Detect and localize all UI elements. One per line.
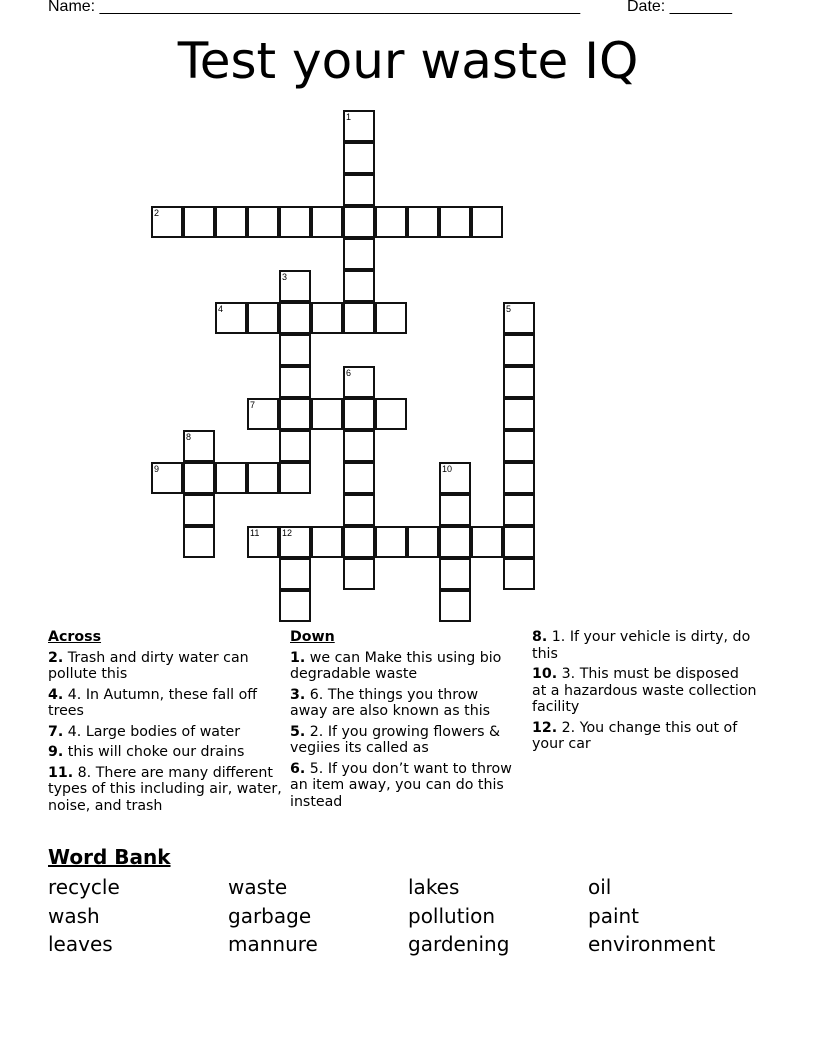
clue-number: 11 — [250, 528, 260, 538]
word-bank-item: garbage — [228, 903, 312, 928]
crossword-cell[interactable] — [311, 398, 343, 430]
clue-number: 4. — [48, 686, 64, 703]
crossword-cell[interactable] — [407, 206, 439, 238]
clue-number: 1. — [290, 649, 306, 666]
clue-number: 12. — [532, 719, 558, 736]
crossword-cell[interactable] — [503, 558, 535, 590]
crossword-cell[interactable] — [503, 526, 535, 558]
crossword-cell[interactable] — [183, 462, 215, 494]
down-clues — [290, 629, 515, 814]
word-bank-item: paint — [588, 903, 640, 928]
crossword-cell[interactable] — [503, 334, 535, 366]
clue-item — [532, 666, 757, 716]
crossword-cell[interactable] — [503, 494, 535, 526]
word-bank-item: lakes — [408, 875, 460, 899]
clue-number: 9. — [48, 744, 64, 760]
clue-number: 2 — [154, 208, 160, 218]
crossword-cell[interactable] — [311, 302, 343, 334]
crossword-cell[interactable] — [343, 526, 375, 558]
crossword-cell[interactable] — [375, 206, 407, 238]
crossword-cell[interactable] — [407, 526, 439, 558]
crossword-cell[interactable] — [343, 174, 375, 206]
clue-text: 2. If you growing flowers & vegiies its called as — [290, 723, 501, 756]
clue-number: 1 — [346, 112, 352, 122]
crossword-cell[interactable] — [343, 206, 375, 238]
crossword-cell[interactable] — [503, 302, 535, 334]
date-field-label: Date: _______ — [627, 0, 732, 15]
clue-item — [48, 744, 283, 761]
clue-text: we can Make this using bio degradable waste — [290, 649, 502, 682]
crossword-cell[interactable] — [279, 462, 311, 494]
crossword-cell[interactable] — [215, 462, 247, 494]
crossword-cell[interactable] — [439, 206, 471, 238]
clue-item — [48, 765, 283, 815]
word-bank-item: recycle — [48, 875, 120, 899]
crossword-cell[interactable] — [279, 526, 311, 558]
clue-item — [290, 724, 515, 757]
crossword-cell[interactable] — [183, 206, 215, 238]
crossword-cell[interactable] — [503, 462, 535, 494]
clue-number: 7 — [250, 400, 256, 410]
word-bank-item: environment — [588, 932, 716, 956]
crossword-cell[interactable] — [343, 494, 375, 526]
down-heading: Down — [290, 629, 335, 645]
crossword-cell[interactable] — [279, 366, 311, 398]
crossword-cell[interactable] — [343, 238, 375, 270]
across-clues — [48, 629, 283, 818]
crossword-cell[interactable] — [503, 430, 535, 462]
crossword-cell[interactable] — [375, 398, 407, 430]
crossword-cell[interactable] — [247, 462, 279, 494]
crossword-cell[interactable] — [215, 206, 247, 238]
crossword-cell[interactable] — [183, 494, 215, 526]
word-bank-item: leaves — [48, 932, 113, 956]
clue-item — [48, 687, 283, 720]
crossword-cell[interactable] — [343, 270, 375, 302]
clue-number: 10. — [532, 666, 558, 682]
clue-number: 8. — [532, 629, 548, 645]
crossword-cell[interactable] — [375, 526, 407, 558]
clue-number: 9 — [154, 464, 160, 474]
crossword-cell[interactable] — [343, 302, 375, 334]
crossword-cell[interactable] — [439, 558, 471, 590]
crossword-cell[interactable] — [343, 142, 375, 174]
crossword-cell[interactable] — [279, 590, 311, 622]
clue-text: 1. If your vehicle is dirty, do this — [532, 629, 751, 662]
clue-text: 4. In Autumn, these fall off trees — [48, 686, 258, 719]
crossword-cell[interactable] — [279, 270, 311, 302]
crossword-cell[interactable] — [183, 430, 215, 462]
crossword-cell[interactable] — [151, 206, 183, 238]
crossword-cell[interactable] — [279, 558, 311, 590]
crossword-cell[interactable] — [343, 398, 375, 430]
crossword-cell[interactable] — [343, 462, 375, 494]
clue-item — [290, 761, 515, 811]
crossword-cell[interactable] — [247, 206, 279, 238]
crossword-cell[interactable] — [439, 462, 471, 494]
word-bank-item: mannure — [228, 932, 318, 956]
clue-text: 3. This must be disposed at a hazardous waste collection facility — [532, 666, 757, 715]
word-bank-item: wash — [48, 903, 100, 928]
clue-number: 3. — [290, 686, 306, 703]
clue-number: 5. — [290, 723, 306, 740]
word-bank-item: pollution — [408, 903, 496, 928]
crossword-cell[interactable] — [343, 558, 375, 590]
clue-number: 8 — [186, 432, 192, 442]
clue-number: 11. — [48, 764, 74, 781]
clue-item — [532, 629, 757, 662]
clue-number: 10 — [442, 464, 453, 474]
clue-number: 6 — [346, 368, 352, 378]
down-clues-continued — [532, 629, 757, 757]
crossword-cell[interactable] — [279, 302, 311, 334]
clue-number: 2. — [48, 649, 64, 666]
clue-text: 4. Large bodies of water — [63, 723, 241, 740]
crossword-cell[interactable] — [247, 398, 279, 430]
crossword-cell[interactable] — [183, 526, 215, 558]
crossword-cell[interactable] — [343, 110, 375, 142]
clue-item — [290, 650, 515, 683]
page-title: Test your waste IQ — [177, 32, 639, 90]
crossword-cell[interactable] — [311, 206, 343, 238]
clue-text: 8. There are many different types of this including air, water, noise, and trash — [48, 764, 282, 814]
crossword-cell[interactable] — [343, 366, 375, 398]
clue-number: 12 — [282, 528, 293, 538]
crossword-cell[interactable] — [343, 430, 375, 462]
word-bank-item: oil — [588, 875, 612, 899]
clue-item — [290, 687, 515, 720]
crossword-cell[interactable] — [311, 526, 343, 558]
crossword-cell[interactable] — [151, 462, 183, 494]
crossword-cell[interactable] — [375, 302, 407, 334]
clue-number: 6. — [290, 760, 306, 777]
word-bank-item: waste — [228, 875, 288, 899]
clue-item — [532, 720, 757, 753]
crossword-cell[interactable] — [247, 302, 279, 334]
crossword-cell[interactable] — [503, 366, 535, 398]
clue-number: 4 — [218, 304, 224, 314]
name-field-label: Name: ______________________________________________________ — [48, 0, 581, 15]
crossword-cell[interactable] — [471, 206, 503, 238]
clue-text: this will choke our drains — [63, 744, 245, 760]
crossword-cell[interactable] — [279, 430, 311, 462]
crossword-cell[interactable] — [215, 302, 247, 334]
word-bank-item: gardening — [408, 932, 510, 956]
across-heading: Across — [48, 629, 102, 645]
crossword-cell[interactable] — [279, 334, 311, 366]
crossword-cell[interactable] — [439, 526, 471, 558]
crossword-cell[interactable] — [439, 494, 471, 526]
clue-item — [48, 724, 283, 741]
clue-text: Trash and dirty water can pollute this — [48, 649, 249, 682]
clue-text: 6. The things you throw away are also known as this — [290, 686, 491, 719]
crossword-cell[interactable] — [471, 526, 503, 558]
word-bank — [48, 873, 768, 959]
clue-text: 5. If you don’t want to throw an item away, you can do this instead — [290, 760, 512, 810]
crossword-cell[interactable] — [247, 526, 279, 558]
clue-number: 5 — [506, 304, 512, 314]
clue-text: 2. You change this out of your car — [532, 719, 738, 752]
crossword-cell[interactable] — [279, 398, 311, 430]
clue-item — [48, 650, 283, 683]
word-bank-title: Word Bank — [48, 845, 171, 869]
clue-number: 7. — [48, 723, 64, 740]
crossword-cell[interactable] — [279, 206, 311, 238]
crossword-cell[interactable] — [503, 398, 535, 430]
crossword-grid — [151, 110, 567, 622]
clue-number: 3 — [282, 272, 288, 282]
crossword-cell[interactable] — [439, 590, 471, 622]
